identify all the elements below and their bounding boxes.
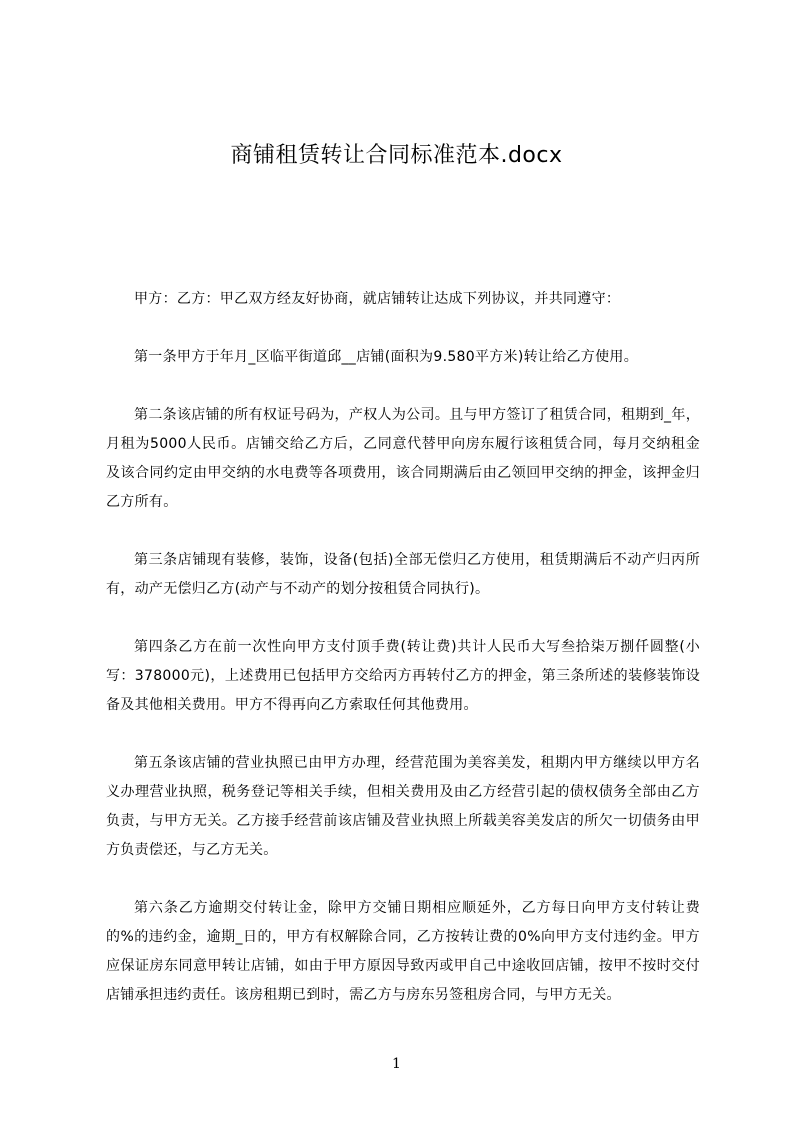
- paragraph-article-4: 第四条乙方在前一次性向甲方支付顶手费(转让费)共计人民币大写叁拾柒万捌仟圆整(小写：378000元)，上述费用已包括甲方交给丙方再转付乙方的押金，第三条所述的装修装饰设备及其他相关费用。甲方不得再向乙方索取任何其他费用。: [106, 639, 700, 713]
- paragraph-article-3: 第三条店铺现有装修，装饰，设备(包括)全部无偿归乙方使用，租赁期满后不动产归丙所有，动产无偿归乙方(动产与不动产的划分按租赁合同执行)。: [106, 552, 700, 597]
- paragraph-article-5: 第五条该店铺的营业执照已由甲方办理，经营范围为美容美发，租期内甲方继续以甲方名义办理营业执照，税务登记等相关手续，但相关费用及由乙方经营引起的债权债务全部由乙方负责，与甲方无关。乙方接手经营前该店铺及营业执照上所载美容美发店的所欠一切债务由甲方负责偿还，与乙方无关。: [106, 755, 700, 858]
- paragraph-preamble: 甲方：乙方：甲乙双方经友好协商，就店铺转让达成下列协议，并共同遵守：: [134, 291, 621, 307]
- document-title: 商铺租赁转让合同标准范本.docx: [230, 143, 563, 168]
- paragraph-article-6: 第六条乙方逾期交付转让金，除甲方交铺日期相应顺延外，乙方每日向甲方支付转让费的%的违约金，逾期_日的，甲方有权解除合同，乙方按转让费的0%向甲方支付违约金。甲方应保证房东同意甲转让店铺，如由于甲方原因导致丙或甲自己中途收回店铺，按甲不按时交付店铺承担违约责任。该房租期已到时，需乙方与房东另签租房合同，与甲方无关。: [106, 900, 700, 1003]
- paragraph-article-2: 第二条该店铺的所有权证号码为，产权人为公司。且与甲方签订了租赁合同，租期到_年，月租为5000人民币。店铺交给乙方后，乙同意代替甲向房东履行该租赁合同，每月交纳租金及该合同约定由甲交纳的水电费等各项费用，该合同期满后由乙领回甲交纳的押金，该押金归乙方所有。: [106, 407, 700, 510]
- document-body: [106, 285, 700, 1039]
- paragraph-article-1: 第一条甲方于年月_区临平街道邱__店铺(面积为9.580平方米)转让给乙方使用。: [134, 349, 639, 365]
- page-number: 1: [392, 1056, 401, 1072]
